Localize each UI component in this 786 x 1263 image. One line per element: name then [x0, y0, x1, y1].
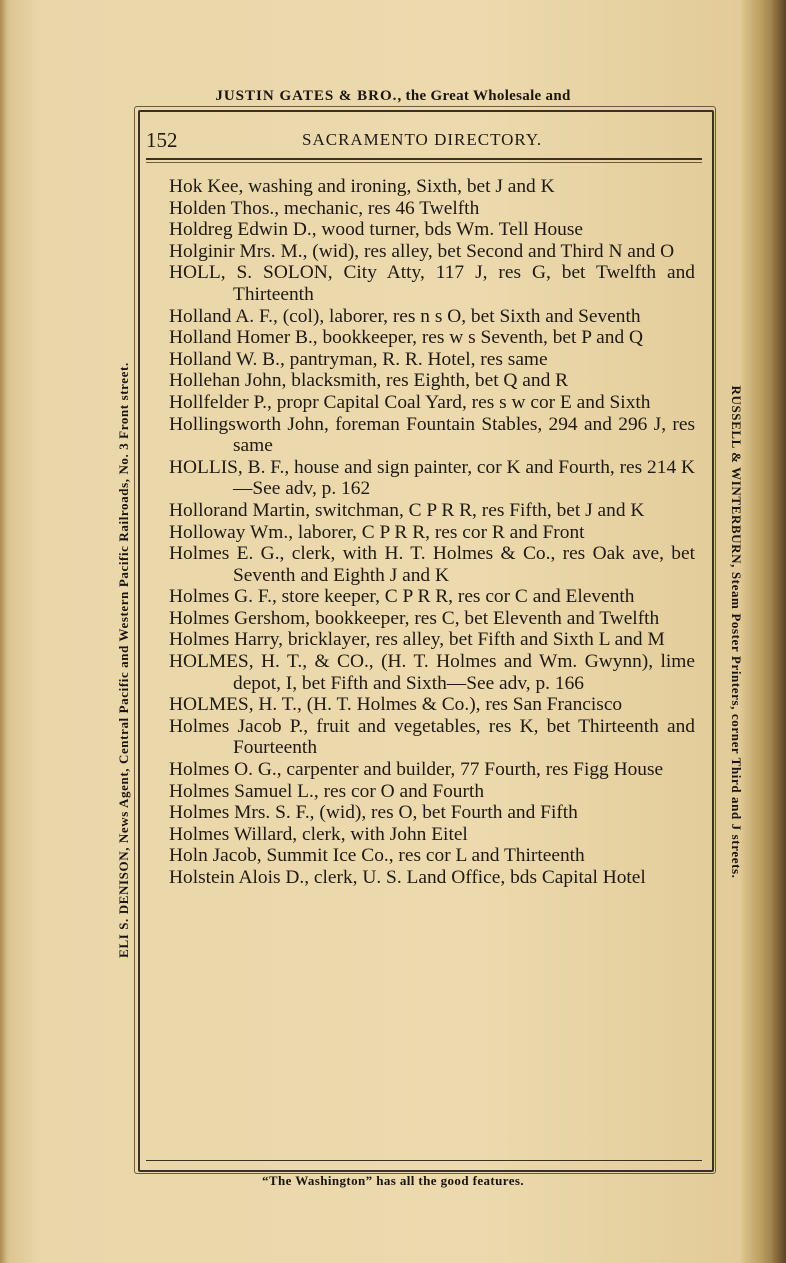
directory-entry: HOLMES, H. T., & CO., (H. T. Holmes and Wm. Gwynn), lime depot, I, bet Fifth and Sixth—See adv, p. 166 [169, 651, 695, 694]
directory-entry: Holmes Gershom, bookkeeper, res C, bet Eleventh and Twelfth [169, 607, 660, 629]
directory-entry: Holden Thos., mechanic, res 46 Twelfth [169, 197, 480, 219]
book-spine-shadow [772, 0, 786, 1263]
directory-entry: Holmes Harry, bricklayer, res alley, bet Fifth and Sixth L and M [169, 629, 665, 651]
footer-advertisement: “The Washington” has all the good features. [262, 1173, 524, 1188]
left-margin-ad-text: ELI S. DENISON, News Agent, Central Pacific and Western Pacific Railroads, No. 3 Front street. [116, 362, 131, 958]
directory-entry: Hok Kee, washing and ironing, Sixth, bet J and K [169, 176, 555, 197]
directory-entry: Holginir Mrs. M., (wid), res alley, bet Second and Third N and O [169, 240, 675, 262]
directory-entry: Hollorand Martin, switchman, C P R R, res Fifth, bet J and K [169, 499, 645, 521]
header-rule-thin [146, 162, 702, 163]
directory-entry: Holloway Wm., laborer, C P R R, res cor R and Front [169, 521, 585, 543]
top-advertisement [0, 88, 786, 105]
right-margin-ad-text: RUSSELL & WINTERBURN, Steam Poster Printers, corner Third and J streets. [729, 385, 744, 879]
directory-entry: HOLLIS, B. F., house and sign painter, cor K and Fourth, res 214 K—See adv, p. 162 [169, 456, 695, 500]
directory-entries [169, 176, 695, 889]
page-title: SACRAMENTO DIRECTORY. [302, 130, 543, 149]
directory-entry: Holn Jacob, Summit Ice Co., res cor L and Thirteenth [169, 845, 585, 867]
directory-entry: Hollingsworth John, foreman Fountain Stables, 294 and 296 J, res same [169, 413, 695, 457]
top-ad-firm: JUSTIN GATES & BRO. [215, 88, 398, 104]
directory-entry: Hollehan John, blacksmith, res Eighth, bet Q and R [169, 370, 569, 392]
directory-entry: Holdreg Edwin D., wood turner, bds Wm. Tell House [169, 219, 583, 241]
directory-entry: Holmes Jacob P., fruit and vegetables, res K, bet Thirteenth and Fourteenth [169, 715, 695, 759]
directory-entry: Holstein Alois D., clerk, U. S. Land Office, bds Capital Hotel [169, 867, 646, 888]
directory-entry: Holmes Mrs. S. F., (wid), res O, bet Fourth and Fifth [169, 802, 578, 824]
directory-entry: Holland Homer B., bookkeeper, res w s Seventh, bet P and Q [169, 327, 644, 349]
directory-entry: Hollfelder P., propr Capital Coal Yard, res s w cor E and Sixth [169, 391, 651, 413]
header-rule [146, 158, 702, 160]
directory-entry: Holland W. B., pantryman, R. R. Hotel, res same [169, 348, 548, 370]
page-left-edge [0, 0, 6, 1263]
directory-entry: Holmes G. F., store keeper, C P R R, res cor C and Eleventh [169, 586, 635, 608]
directory-entry: Holmes Willard, clerk, with John Eitel [169, 823, 468, 845]
directory-entry: Holland A. F., (col), laborer, res n s O, bet Sixth and Seventh [169, 305, 641, 327]
page-number: 152 [146, 128, 178, 152]
directory-entry: HOLMES, H. T., (H. T. Holmes & Co.), res San Francisco [169, 694, 623, 716]
bottom-rule [146, 1160, 702, 1161]
top-ad-text: , the Great Wholesale and [397, 88, 571, 104]
directory-entry: Holmes O. G., carpenter and builder, 77 Fourth, res Figg House [169, 759, 664, 781]
directory-entry: Holmes Samuel L., res cor O and Fourth [169, 780, 485, 802]
directory-entry: Holmes E. G., clerk, with H. T. Holmes & Co., res Oak ave, bet Seventh and Eighth J and K [169, 543, 695, 586]
directory-entry: HOLL, S. SOLON, City Atty, 117 J, res G, bet Twelfth and Thirteenth [169, 262, 695, 305]
